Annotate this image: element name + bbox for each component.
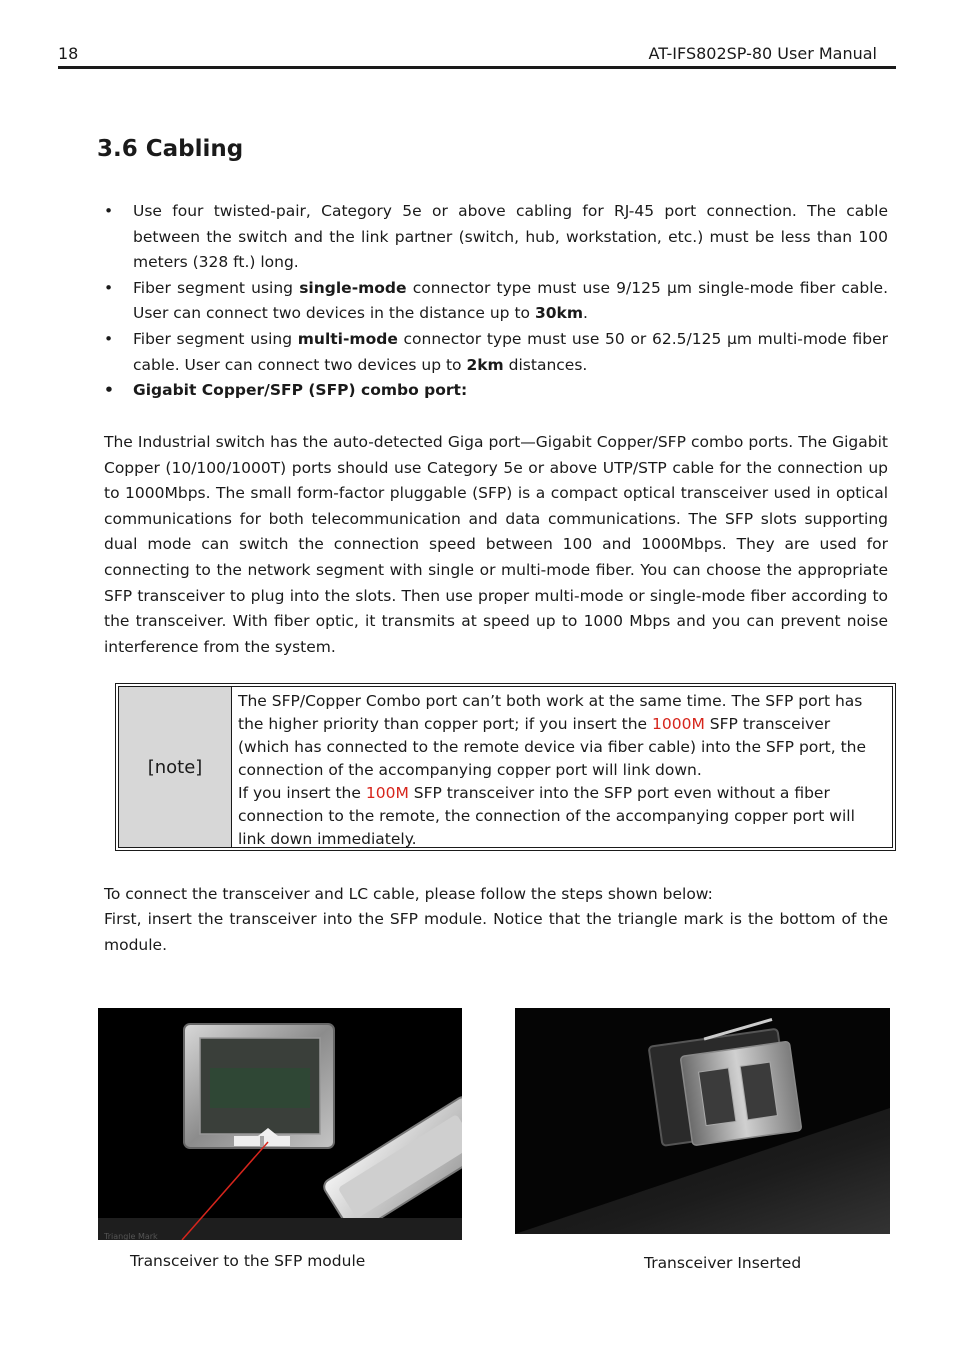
note-table: [115, 683, 896, 851]
bullet-multi-mode: • Fiber segment using multi-mode connector type must use 50 or 62.5/125 µm multi-mode fiber cable. User can connect two devices up to 2km distances.: [104, 327, 888, 378]
caption-transceiver-inserted: Transceiver Inserted: [644, 1254, 802, 1272]
combo-port-description: The Industrial switch has the auto-detected Giga port—Gigabit Copper/SFP combo ports. The Gigabit Copper (10/100/1000T) ports should use Category 5e or above UTP/STP cable for the connection up to 1000Mbps. The small form-factor pluggable (SFP) is a compact optical transceiver used in optical communications for both telecommunication and data communications. The SFP slots supporting dual mode can switch the connection speed between 100 and 1000Mbps. They are used for connecting to the network segment with single or multi-mode fiber. You can choose the appropriate SFP transceiver to plug into the slots. Then use proper multi-mode or single-mode fiber according to the transceiver. With fiber optic, it transmits at speed up to 1000 Mbps and you can prevent noise interference from the system.: [104, 433, 888, 656]
photo-transceiver-inserted: [515, 1008, 890, 1234]
section-title: 3.6 Cabling: [97, 136, 244, 162]
highlight-1000m: 1000M: [652, 715, 705, 733]
note-paragraph-100m: If you insert the 100M SFP transceiver into the SFP port even without a fiber connection to the remote, the connection of the accompanying copper port will link down immediately.: [238, 784, 855, 848]
bullet-text: Use four twisted-pair, Category 5e or above cabling for RJ-45 port connection. The cable between the switch and the link partner (switch, hub, workstation, etc.) must be less than 100 meters (328 ft.) long.: [133, 202, 888, 272]
note-body: [232, 686, 893, 848]
bullet-combo-port: • Gigabit Copper/SFP (SFP) combo port:: [104, 378, 888, 404]
highlight-100m: 100M: [365, 784, 409, 802]
bullet-single-mode: • Fiber segment using single-mode connector type must use 9/125 µm single-mode fiber cable. User can connect two devices in the distance up to 30km.: [104, 276, 888, 327]
page-number: 18: [58, 44, 79, 63]
photo-transceiver-to-sfp: [98, 1008, 462, 1240]
inserted-transceiver-illustration: [515, 1008, 890, 1234]
note-paragraph-1000m: The SFP/Copper Combo port can’t both work at the same time. The SFP port has the higher priority than copper port; if you insert the 1000M SFP transceiver (which has connected to the remote device via fiber cable) into the SFP port, the connection of the accompanying copper port will link down.: [238, 692, 867, 779]
document-title: AT-IFS802SP-80 User Manual: [648, 44, 877, 63]
sfp-cage-illustration: [98, 1008, 462, 1240]
steps-intro: To connect the transceiver and LC cable, please follow the steps shown below:: [104, 885, 713, 903]
bullet-twisted-pair: [104, 199, 888, 276]
caption-transceiver-to-sfp: Transceiver to the SFP module: [130, 1252, 366, 1270]
note-label: [note]: [118, 686, 232, 848]
steps-first: First, insert the transceiver into the SFP module. Notice that the triangle mark is the bottom of the module.: [104, 910, 888, 954]
cabling-bullet-list: [104, 199, 888, 404]
triangle-mark-callout: Triangle Mark: [104, 1232, 158, 1240]
header-rule: [58, 66, 896, 69]
